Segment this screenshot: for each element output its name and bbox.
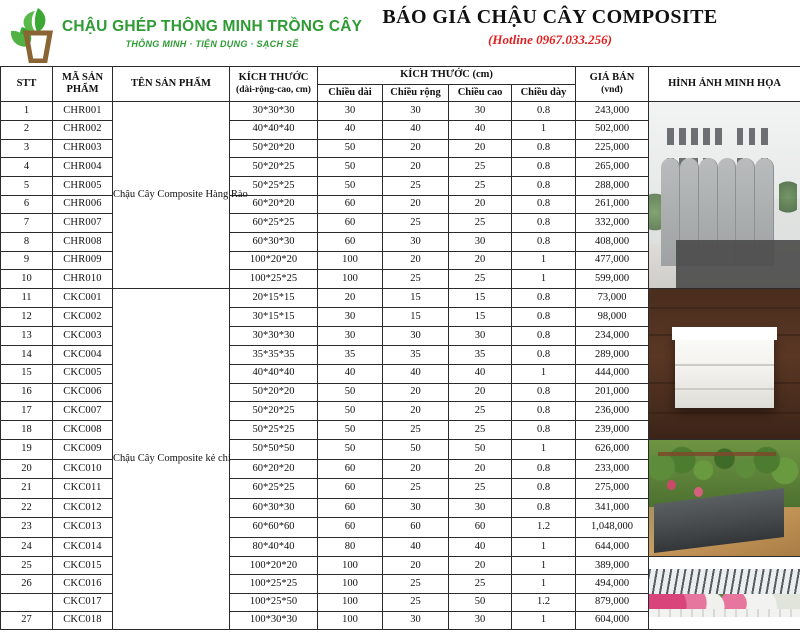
cell-height: 50: [449, 593, 512, 611]
white-fence-planter-photo: [649, 102, 800, 289]
cell-length: 50: [318, 402, 383, 421]
cell-product-code: CHR008: [53, 233, 113, 252]
cell-length: 100: [318, 575, 383, 593]
th-stt: STT: [1, 67, 53, 102]
cell-width: 25: [383, 479, 449, 499]
cell-length: 50: [318, 440, 383, 460]
cell-price: 341,000: [576, 498, 649, 518]
cell-length: 60: [318, 518, 383, 538]
cell-product-code: CHR007: [53, 214, 113, 233]
cell-thickness: 0.8: [512, 498, 576, 518]
cell-height: 15: [449, 308, 512, 327]
cell-stt: [1, 593, 53, 611]
cell-height: 30: [449, 102, 512, 121]
cell-price: 243,000: [576, 102, 649, 121]
cell-thickness: 1: [512, 251, 576, 270]
cell-product-name: Chậu Cây Composite kẻ chỉ: [113, 289, 230, 630]
cell-price: 1,048,000: [576, 518, 649, 538]
cell-thickness: 0.8: [512, 308, 576, 327]
cell-thickness: 0.8: [512, 233, 576, 252]
cell-width: 25: [383, 575, 449, 593]
cell-price: 444,000: [576, 364, 649, 383]
cell-height: 30: [449, 233, 512, 252]
cell-size: 30*30*30: [230, 102, 318, 121]
th-product-code: MÃ SẢN PHẨM: [53, 67, 113, 102]
cell-width: 50: [383, 440, 449, 460]
cell-price: 502,000: [576, 120, 649, 139]
cell-price: 225,000: [576, 139, 649, 158]
brand-block: [0, 4, 363, 64]
table-row: [1, 289, 800, 308]
cell-size: 50*20*20: [230, 383, 318, 402]
cell-length: 60: [318, 233, 383, 252]
cell-height: 40: [449, 120, 512, 139]
cell-width: 25: [383, 214, 449, 233]
cell-product-code: CKC013: [53, 518, 113, 538]
cell-width: 20: [383, 251, 449, 270]
cell-height: 40: [449, 537, 512, 557]
cell-price: 644,000: [576, 537, 649, 557]
cell-height: 20: [449, 383, 512, 402]
cell-price: 233,000: [576, 459, 649, 479]
cell-price: 408,000: [576, 233, 649, 252]
cell-width: 20: [383, 383, 449, 402]
cell-stt: 13: [1, 326, 53, 345]
cell-height: 30: [449, 611, 512, 629]
cell-width: 25: [383, 421, 449, 440]
cell-size: 100*25*25: [230, 270, 318, 289]
cell-size: 50*20*25: [230, 402, 318, 421]
cell-product-code: CKC004: [53, 345, 113, 364]
cell-size: 60*25*25: [230, 479, 318, 499]
cell-size: 35*35*35: [230, 345, 318, 364]
cell-thickness: 0.8: [512, 383, 576, 402]
balcony-flower-planter-photo: [649, 557, 800, 630]
cell-length: 30: [318, 102, 383, 121]
cell-width: 20: [383, 459, 449, 479]
price-table: [0, 66, 800, 630]
cell-size: 50*25*25: [230, 421, 318, 440]
cell-thickness: 1: [512, 120, 576, 139]
cell-stt: 22: [1, 498, 53, 518]
cell-thickness: 0.8: [512, 289, 576, 308]
th-height: Chiều cao: [449, 84, 512, 102]
cell-stt: 1: [1, 102, 53, 121]
header-row-top: [1, 67, 800, 85]
cell-stt: 6: [1, 195, 53, 214]
cell-thickness: 1: [512, 557, 576, 575]
cell-thickness: 0.8: [512, 479, 576, 499]
cell-height: 50: [449, 440, 512, 460]
cell-length: 80: [318, 537, 383, 557]
cell-product-code: CKC002: [53, 308, 113, 327]
table-row: [1, 102, 800, 121]
brand-tagline: THÔNG MINH · TIỆN DỤNG · SẠCH SẼ: [125, 39, 299, 50]
cell-size: 30*30*30: [230, 326, 318, 345]
title-block: [300, 6, 800, 48]
cell-size: 60*60*60: [230, 518, 318, 538]
th-size-cm-group: KÍCH THƯỚC (cm): [318, 67, 576, 85]
cell-product-code: CKC001: [53, 289, 113, 308]
cell-length: 20: [318, 289, 383, 308]
cell-length: 50: [318, 139, 383, 158]
cell-size: 30*15*15: [230, 308, 318, 327]
cell-price: 265,000: [576, 158, 649, 177]
table-head: [1, 67, 800, 102]
cell-price: 599,000: [576, 270, 649, 289]
cell-thickness: 0.8: [512, 402, 576, 421]
cell-stt: 7: [1, 214, 53, 233]
th-size-note: (dài-rộng-cao, cm): [236, 84, 311, 95]
cell-length: 100: [318, 593, 383, 611]
hotline-text: (Hotline 0967.033.256): [488, 32, 612, 47]
cell-size: 100*20*20: [230, 557, 318, 575]
cell-product-code: CKC003: [53, 326, 113, 345]
cell-size: 100*30*30: [230, 611, 318, 629]
cell-length: 60: [318, 479, 383, 499]
cell-price: 234,000: [576, 326, 649, 345]
cell-stt: 2: [1, 120, 53, 139]
cell-width: 30: [383, 233, 449, 252]
cell-price: 73,000: [576, 289, 649, 308]
cell-price: 275,000: [576, 479, 649, 499]
cell-stt: 10: [1, 270, 53, 289]
cell-width: 25: [383, 593, 449, 611]
cell-width: 20: [383, 195, 449, 214]
dark-deck-planter-photo: [649, 440, 800, 557]
th-price-note: (vnđ): [601, 84, 623, 95]
cell-product-code: CHR009: [53, 251, 113, 270]
cell-price: 201,000: [576, 383, 649, 402]
cell-thickness: 1: [512, 537, 576, 557]
cell-height: 40: [449, 364, 512, 383]
cell-stt: 27: [1, 611, 53, 629]
cell-product-code: CKC015: [53, 557, 113, 575]
cell-width: 20: [383, 402, 449, 421]
cell-stt: 3: [1, 139, 53, 158]
th-product-name: TÊN SẢN PHẨM: [113, 67, 230, 102]
cell-stt: 11: [1, 289, 53, 308]
company-logo-icon: [4, 5, 60, 63]
cell-thickness: 1.2: [512, 593, 576, 611]
cell-price: 98,000: [576, 308, 649, 327]
cell-price: 494,000: [576, 575, 649, 593]
cell-height: 25: [449, 402, 512, 421]
cell-stt: 25: [1, 557, 53, 575]
cell-stt: 14: [1, 345, 53, 364]
document-header: [0, 0, 800, 66]
cell-width: 15: [383, 308, 449, 327]
cell-size: 50*20*25: [230, 158, 318, 177]
cell-product-code: CKC018: [53, 611, 113, 629]
cell-size: 80*40*40: [230, 537, 318, 557]
cell-price: 261,000: [576, 195, 649, 214]
cell-thickness: 0.8: [512, 326, 576, 345]
cell-height: 20: [449, 139, 512, 158]
cell-size: 100*25*50: [230, 593, 318, 611]
cell-thickness: 0.8: [512, 176, 576, 195]
cell-thickness: 0.8: [512, 195, 576, 214]
cell-product-code: CKC006: [53, 383, 113, 402]
cell-width: 30: [383, 326, 449, 345]
cell-width: 30: [383, 498, 449, 518]
cell-length: 35: [318, 345, 383, 364]
cell-stt: 4: [1, 158, 53, 177]
th-size-label: KÍCH THƯỚC: [238, 72, 309, 84]
cell-product-code: CKC007: [53, 402, 113, 421]
cell-height: 25: [449, 575, 512, 593]
cell-length: 30: [318, 308, 383, 327]
cell-length: 30: [318, 326, 383, 345]
cell-height: 20: [449, 459, 512, 479]
cell-stt: 20: [1, 459, 53, 479]
cell-size: 60*20*20: [230, 195, 318, 214]
cell-width: 20: [383, 139, 449, 158]
cell-size: 100*25*25: [230, 575, 318, 593]
cell-size: 100*20*20: [230, 251, 318, 270]
cell-size: 40*40*40: [230, 120, 318, 139]
cell-product-code: CKC016: [53, 575, 113, 593]
cell-stt: 16: [1, 383, 53, 402]
cell-height: 60: [449, 518, 512, 538]
cell-stt: 19: [1, 440, 53, 460]
cell-height: 25: [449, 421, 512, 440]
cell-width: 25: [383, 270, 449, 289]
cell-size: 60*30*30: [230, 498, 318, 518]
cell-stt: 8: [1, 233, 53, 252]
cell-size: 20*15*15: [230, 289, 318, 308]
cell-length: 60: [318, 459, 383, 479]
cell-product-code: CHR004: [53, 158, 113, 177]
cell-width: 20: [383, 557, 449, 575]
th-price-label: GIÁ BÁN: [589, 72, 635, 84]
table-body: [1, 102, 800, 630]
th-price: [576, 67, 649, 102]
cell-product-code: CHR003: [53, 139, 113, 158]
cell-size: 60*20*20: [230, 459, 318, 479]
th-length: Chiều dài: [318, 84, 383, 102]
cell-stt: 17: [1, 402, 53, 421]
cell-product-code: CKC009: [53, 440, 113, 460]
cell-height: 25: [449, 479, 512, 499]
cell-price: 239,000: [576, 421, 649, 440]
cell-product-code: CKC014: [53, 537, 113, 557]
cell-thickness: 0.8: [512, 158, 576, 177]
cell-stt: 9: [1, 251, 53, 270]
cell-product-code: CHR005: [53, 176, 113, 195]
cell-thickness: 1: [512, 270, 576, 289]
cell-thickness: 0.8: [512, 139, 576, 158]
cell-thickness: 1: [512, 575, 576, 593]
cell-thickness: 1: [512, 611, 576, 629]
cell-product-code: CKC012: [53, 498, 113, 518]
cell-stt: 12: [1, 308, 53, 327]
cell-height: 25: [449, 270, 512, 289]
cell-height: 25: [449, 214, 512, 233]
cell-stt: 24: [1, 537, 53, 557]
th-size: [230, 67, 318, 102]
cell-price: 288,000: [576, 176, 649, 195]
cell-stt: 26: [1, 575, 53, 593]
cell-price: 879,000: [576, 593, 649, 611]
cell-length: 60: [318, 498, 383, 518]
cell-length: 100: [318, 251, 383, 270]
cell-width: 15: [383, 289, 449, 308]
cell-length: 100: [318, 611, 383, 629]
cell-product-code: CHR010: [53, 270, 113, 289]
cell-thickness: 1: [512, 440, 576, 460]
cell-price: 389,000: [576, 557, 649, 575]
cell-thickness: 0.8: [512, 421, 576, 440]
white-rectangular-pot-photo: [649, 289, 800, 440]
cell-height: 30: [449, 498, 512, 518]
cell-length: 60: [318, 195, 383, 214]
cell-stt: 15: [1, 364, 53, 383]
cell-price: 236,000: [576, 402, 649, 421]
cell-product-code: CHR006: [53, 195, 113, 214]
cell-height: 25: [449, 158, 512, 177]
cell-thickness: 0.8: [512, 459, 576, 479]
cell-price: 626,000: [576, 440, 649, 460]
cell-product-code: CKC017: [53, 593, 113, 611]
cell-size: 40*40*40: [230, 364, 318, 383]
document-title: BÁO GIÁ CHẬU CÂY COMPOSITE: [382, 6, 718, 28]
cell-length: 40: [318, 120, 383, 139]
cell-width: 40: [383, 537, 449, 557]
cell-thickness: 0.8: [512, 214, 576, 233]
cell-stt: 5: [1, 176, 53, 195]
cell-size: 50*25*25: [230, 176, 318, 195]
cell-length: 40: [318, 364, 383, 383]
cell-size: 60*25*25: [230, 214, 318, 233]
th-image: HÌNH ẢNH MINH HỌA: [649, 67, 800, 102]
cell-thickness: 0.8: [512, 345, 576, 364]
cell-product-code: CKC010: [53, 459, 113, 479]
cell-length: 60: [318, 214, 383, 233]
cell-thickness: 1.2: [512, 518, 576, 538]
cell-product-name: Chậu Cây Composite Hàng Rào: [113, 102, 230, 289]
cell-size: 50*20*20: [230, 139, 318, 158]
cell-length: 50: [318, 421, 383, 440]
cell-price: 289,000: [576, 345, 649, 364]
cell-height: 35: [449, 345, 512, 364]
cell-product-code: CKC008: [53, 421, 113, 440]
th-width: Chiều rộng: [383, 84, 449, 102]
cell-stt: 18: [1, 421, 53, 440]
brand-name: CHẬU GHÉP THÔNG MINH TRỒNG CÂY: [62, 17, 363, 35]
cell-size: 60*30*30: [230, 233, 318, 252]
cell-length: 100: [318, 557, 383, 575]
cell-price: 604,000: [576, 611, 649, 629]
cell-length: 100: [318, 270, 383, 289]
cell-stt: 23: [1, 518, 53, 538]
cell-length: 50: [318, 158, 383, 177]
cell-thickness: 0.8: [512, 102, 576, 121]
cell-product-code: CKC011: [53, 479, 113, 499]
cell-length: 50: [318, 176, 383, 195]
cell-thickness: 1: [512, 364, 576, 383]
cell-price: 477,000: [576, 251, 649, 270]
cell-width: 40: [383, 364, 449, 383]
cell-width: 25: [383, 176, 449, 195]
cell-width: 30: [383, 611, 449, 629]
cell-product-code: CKC005: [53, 364, 113, 383]
cell-height: 20: [449, 557, 512, 575]
cell-width: 20: [383, 158, 449, 177]
cell-width: 40: [383, 120, 449, 139]
cell-width: 60: [383, 518, 449, 538]
th-thickness: Chiều dày: [512, 84, 576, 102]
cell-width: 35: [383, 345, 449, 364]
cell-product-code: CHR002: [53, 120, 113, 139]
cell-length: 50: [318, 383, 383, 402]
cell-height: 15: [449, 289, 512, 308]
cell-height: 25: [449, 176, 512, 195]
cell-stt: 21: [1, 479, 53, 499]
cell-height: 20: [449, 251, 512, 270]
cell-height: 20: [449, 195, 512, 214]
cell-price: 332,000: [576, 214, 649, 233]
cell-height: 30: [449, 326, 512, 345]
cell-product-code: CHR001: [53, 102, 113, 121]
cell-width: 30: [383, 102, 449, 121]
cell-size: 50*50*50: [230, 440, 318, 460]
